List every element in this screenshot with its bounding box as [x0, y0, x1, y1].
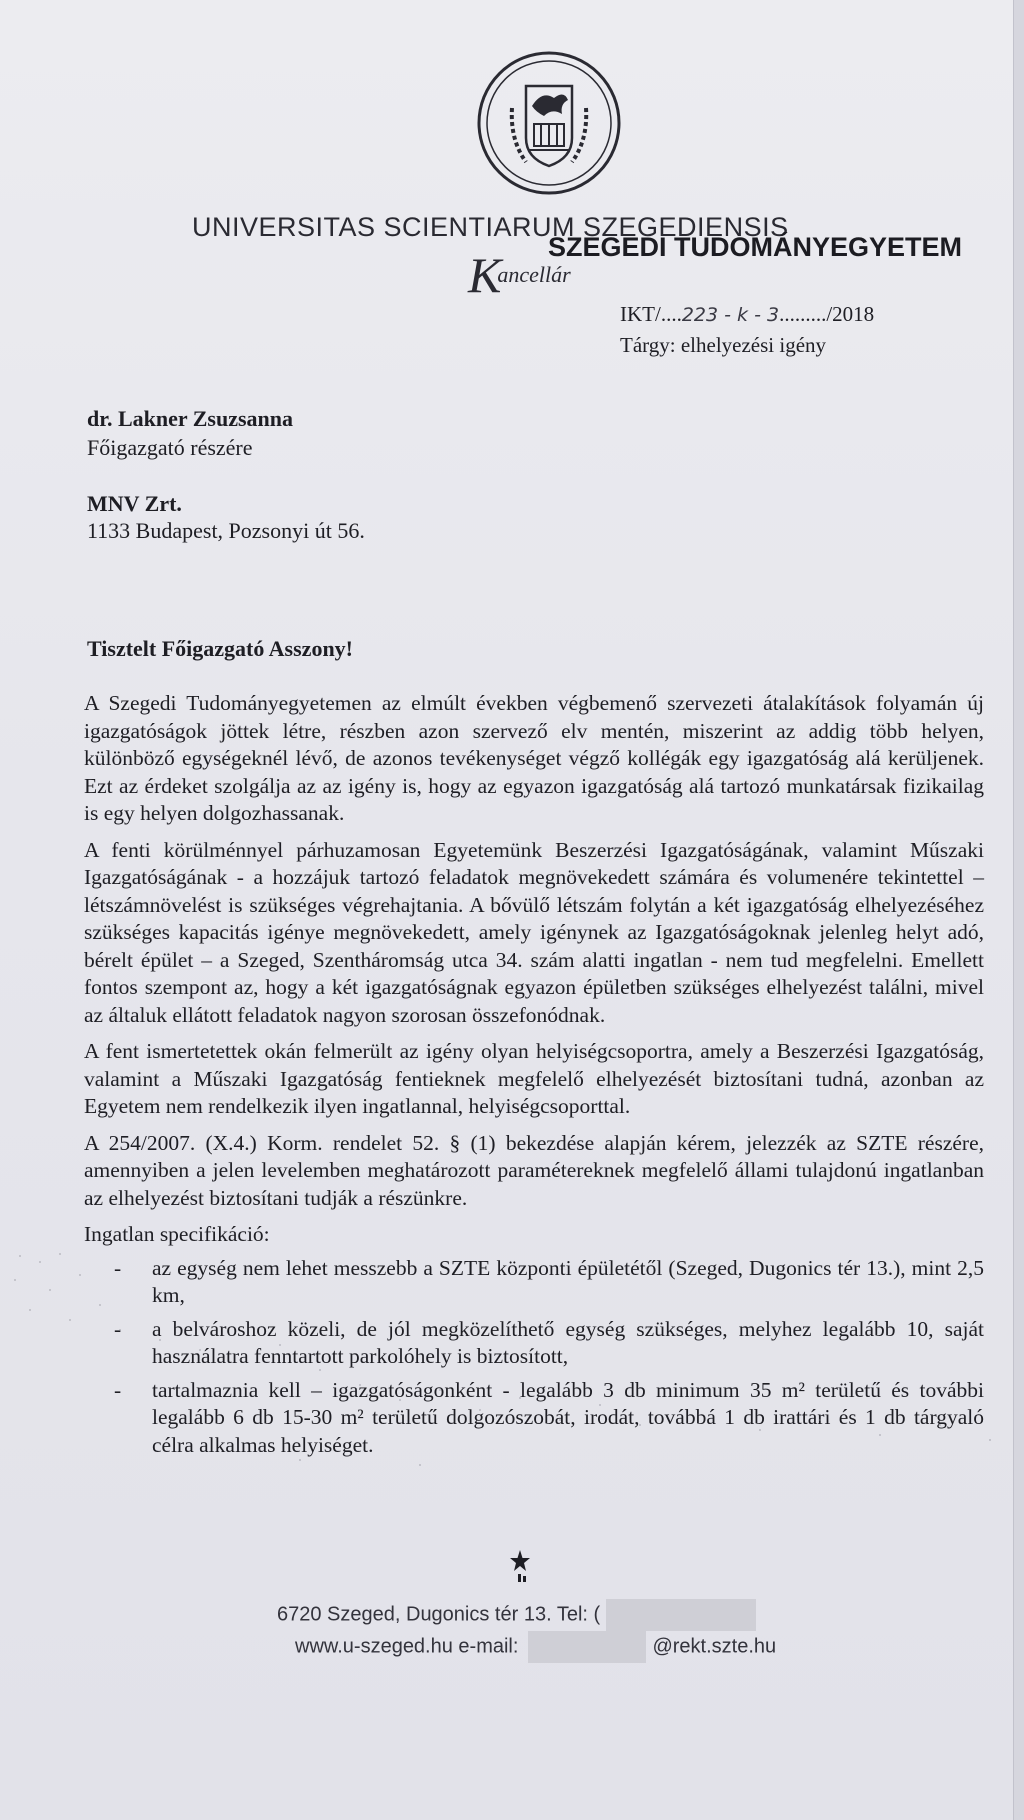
footer-contact: [295, 1631, 776, 1663]
redacted-phone: [606, 1599, 756, 1631]
footer-address: 6720 Szeged, Dugonics tér 13. Tel: (: [277, 1599, 756, 1631]
spec-list: [84, 1255, 984, 1460]
page-edge: [1013, 0, 1024, 1820]
recipient-address: 1133 Budapest, Pozsonyi út 56.: [87, 518, 365, 543]
list-dash: -: [114, 1316, 122, 1341]
salutation: Tisztelt Főigazgató Asszony!: [87, 636, 354, 661]
paragraph: A Szegedi Tudományegyetemen az elmúlt években végbemenő szervezeti átalakítások folyamán új igazgatóságok jöttek létre, részben azon szervező elv mentén, miszerint az addig több helyen, különböző egységeknél lévő, de azonos tevékenységet végző kollégák egy igazgatóság alá kerüljenek. Ezt az érdeket szolgálja az az igény is, hogy az egyazon igazgatóság alá tartozó munkatársak fizikailag is egy helyen dolgozhassanak.: [84, 691, 984, 825]
spec-item: - az egység nem lehet messzebb a SZTE központi épületétől (Szeged, Dugonics tér 13.), mint 2,5 km,: [114, 1255, 984, 1307]
subject-line: Tárgy: elhelyezési igény: [620, 333, 827, 357]
footer-web: www.u-szeged.hu e-mail:: [295, 1635, 519, 1658]
office-label: ancellár: [497, 262, 571, 287]
footer-email-domain: @rekt.szte.hu: [652, 1635, 777, 1658]
office-initial: K: [468, 247, 502, 303]
spec-heading: Ingatlan specifikáció:: [84, 1222, 270, 1246]
redacted-email: [528, 1631, 646, 1663]
university-seal-icon: [476, 50, 622, 196]
paragraph: A 254/2007. (X.4.) Korm. rendelet 52. § (1) bekezdése alapján kérem, jelezzék az SZTE részére, amennyiben a jelen levelemben meghatározott paramétereknek megfelelő állami tulajdonú ingatlanban az elhelyezést biztosítani tudják a részünkre.: [84, 1130, 984, 1210]
letter-body: [84, 690, 984, 1465]
paragraph: A fent ismertetettek okán felmerült az igény olyan helyiségcsoportra, amely a Beszerzési Igazgatóság, valamint a Műszaki Igazgatóság fentieknek megfelelő elhelyezését biztosítani tudná, azonban az Egyetem nem rendelkezik ilyen ingatlannal, helyiségcsoporttal.: [84, 1039, 984, 1118]
spec-item: - tartalmaznia kell – igazgatóságonként - legalább 3 db minimum 35 m² területű és további legalább 6 db 15-30 m² területű dolgozószobát, irodát, továbbá 1 db irattári és 1 db tárgyaló célra alkalmas helyiséget.: [114, 1377, 984, 1457]
star-emblem-icon: [508, 1548, 536, 1584]
reference-number: IKT/....223 - k - 3........./2018: [620, 302, 875, 326]
list-dash: -: [114, 1377, 122, 1402]
recipient-name: dr. Lakner Zsuzsanna: [87, 406, 294, 431]
recipient-role: Főigazgató részére: [87, 435, 253, 460]
university-latin-name: UNIVERSITAS SCIENTIARUM SZEGEDIENSIS: [192, 212, 789, 242]
recipient-organization: MNV Zrt.: [87, 491, 182, 516]
handwritten-reference: 223 - k - 3: [681, 304, 780, 326]
list-dash: -: [114, 1255, 122, 1280]
university-name: SZEGEDI TUDOMÁNYEGYETEM: [548, 232, 963, 262]
spec-item: - a belvároshoz közeli, de jól megközelíthető egység szükséges, melyhez legalább 10, saját használatra fenntartott parkolóhely is biztosított,: [114, 1316, 984, 1368]
paragraph: A fenti körülménnyel párhuzamosan Egyetemünk Beszerzési Igazgatóságának, valamint Műszaki Igazgatóságának - a hozzájuk tartozó feladatok megnövekedett számára és volumenére tekintettel – létszámnövelést is szükséges végrehajtania. A bővülő létszám folytán a két igazgatóság elhelyezéséhez szükséges kapacitás igénye megnövekedett, amely igénynek az Igazgatóságoknak jelenleg helyt adó, bérelt épület – a Szeged, Szentháromság utca 34. szám alatti ingatlan - nem tud megfelelni. Emellett fontos szempont az, hogy a két igazgatóságnak egyazon épületben szükséges elhelyezést találni, mivel az általuk ellátott feladatok nagyon szorosan összefonódnak.: [84, 837, 984, 1027]
